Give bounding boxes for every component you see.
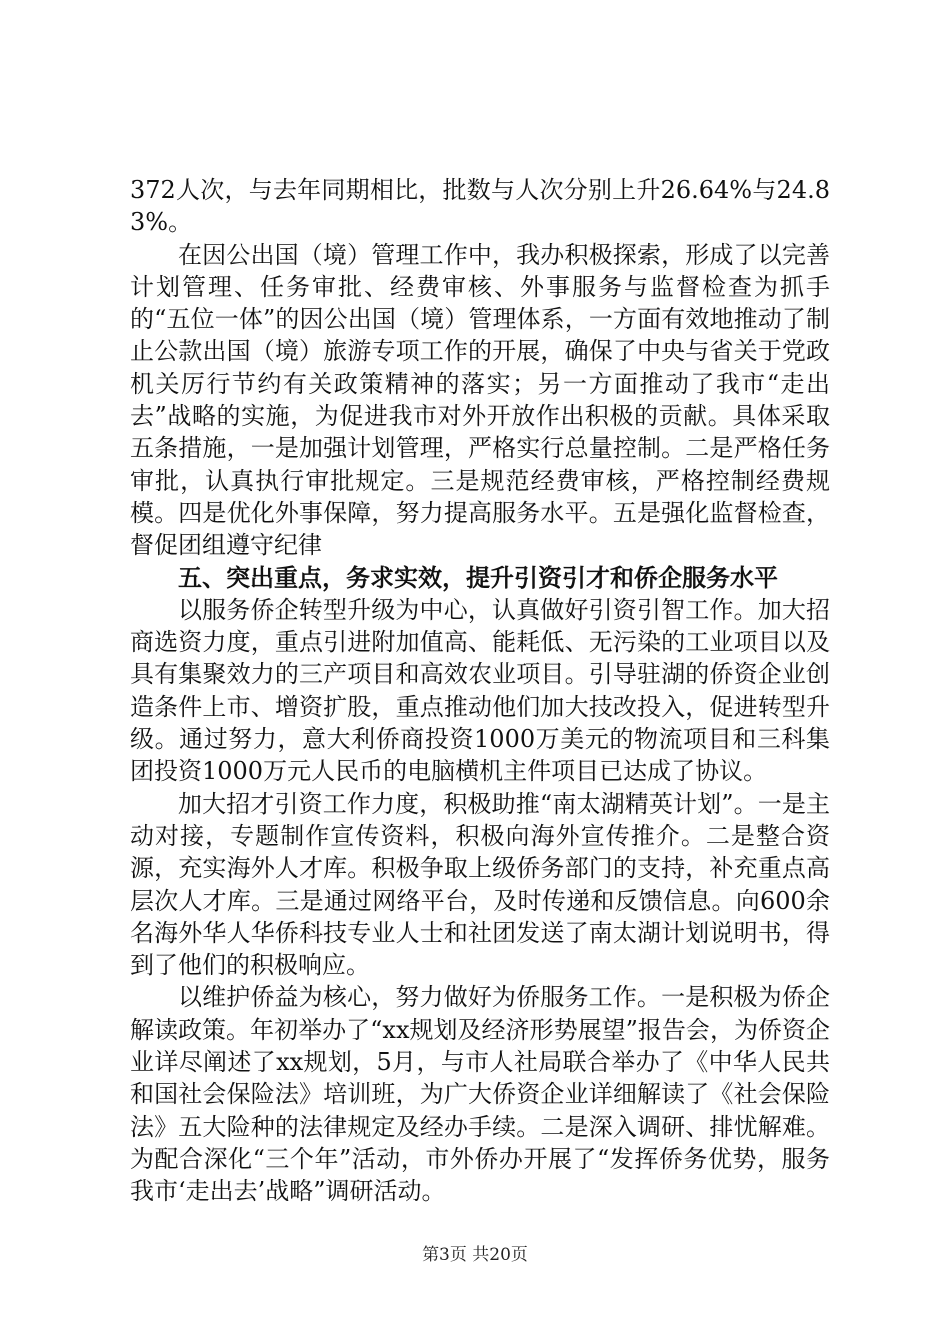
paragraph-investment-attraction: 以服务侨企转型升级为中心，认真做好引资引智工作。加大招商选资力度，重点引进附加值高、能耗低、无污染的工业项目以及具有集聚效力的三产项目和高效农业项目。引导驻湖的侨资企业创造条件上市、增资扩股，重点推动他们加大技改投入，促进转型升级。通过努力，意大利侨商投资1000万美元的物流项目和三科集团投资1000万元人民币的电脑横机主件项目已达成了协议。: [130, 595, 830, 786]
paragraph-talent-attraction: 加大招才引资工作力度，积极助推“南太湖精英计划”。一是主动对接，专题制作宣传资料，积极向海外宣传推介。二是整合资源，充实海外人才库。积极争取上级侨务部门的支持，补充重点高层次人才库。三是通过网络平台，及时传递和反馈信息。向600余名海外华人华侨科技专业人士和社团发送了南太湖计划说明书，得到了他们的积极响应。: [130, 789, 830, 980]
page-number-footer: 第3页 共20页: [422, 1245, 528, 1265]
paragraph-overseas-service: 以维护侨益为核心，努力做好为侨服务工作。一是积极为侨企解读政策。年初举办了“xx规划及经济形势展望”报告会，为侨资企业详尽阐述了xx规划，5月，与市人社局联合举办了《中华人民共和国社会保险法》培训班，为广大侨资企业详细解读了《社会保险法》五大险种的法律规定及经办手续。二是深入调研、排忧解难。为配合深化“三个年”活动，市外侨办开展了“发挥侨务优势，服务我市‘走出去’战略”调研活动。: [130, 983, 830, 1206]
section-heading-5: 五、突出重点，务求实效，提升引资引才和侨企服务水平: [178, 563, 778, 592]
paragraph-outbound-management: 在因公出国（境）管理工作中，我办积极探索，形成了以完善计划管理、任务审批、经费审核、外事服务与监督检查为抓手的“五位一体”的因公出国（境）管理体系，一方面有效地推动了制止公款出国（境）旅游专项工作的开展，确保了中央与省关于党政机关厉行节约有关政策精神的落实；另一方面推动了我市“走出去”战略的实施，为促进我市对外开放作出积极的贡献。具体采取五条措施，一是加强计划管理，严格实行总量控制。二是严格任务审批，认真执行审批规定。三是规范经费审核，严格控制经费规模。四是优化外事保障，努力提高服务水平。五是强化监督检查，督促团组遵守纪律: [130, 240, 830, 560]
document-body: [130, 174, 830, 1208]
paragraph-continuation: 372人次，与去年同期相比，批数与人次分别上升26.64%与24.83%。: [130, 176, 830, 237]
